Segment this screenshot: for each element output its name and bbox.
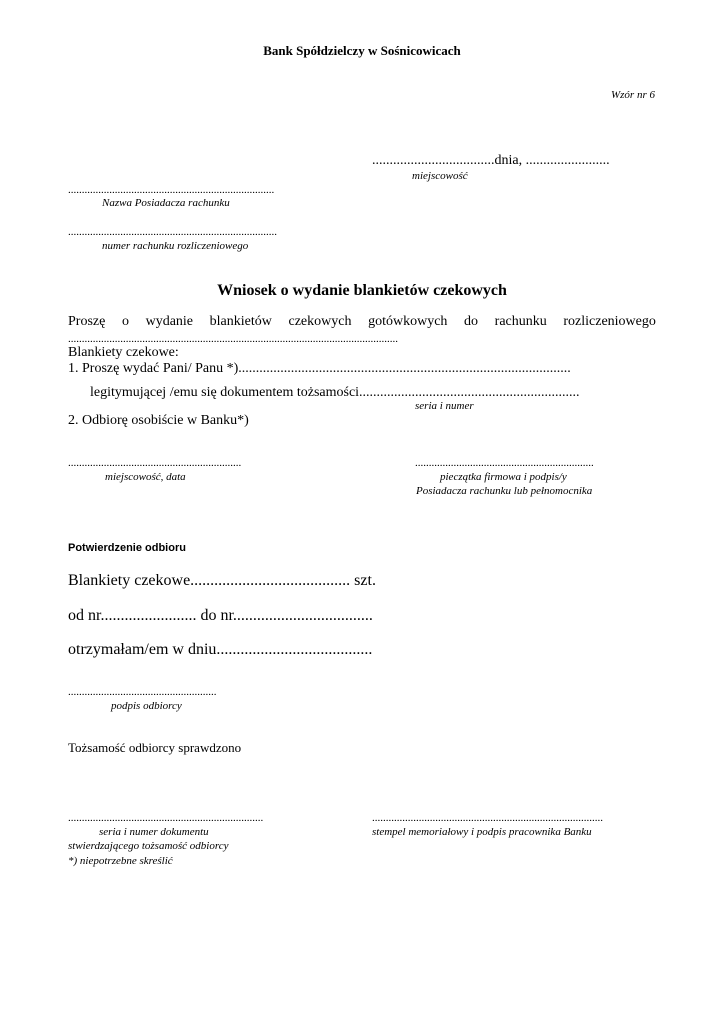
recipient-signature-line: ...................................................... <box>68 686 217 698</box>
holder-signature-line: ................................................................. <box>415 457 594 469</box>
request-word: czekowych <box>288 314 352 329</box>
place-date-caption: miejscowość, data <box>105 471 186 483</box>
holder-signature-caption-2: Posiadacza rachunku lub pełnomocnika <box>416 485 593 497</box>
id-document-caption-2: stwierdzającego tożsamość odbiorcy <box>68 840 229 852</box>
cheques-label: Blankiety czekowe: <box>68 345 179 360</box>
request-word: blankietów <box>209 314 272 329</box>
item-2-personal-pickup: 2. Odbiorę osobiście w Banku*) <box>68 413 249 428</box>
account-number-caption: numer rachunku rozliczeniowego <box>102 240 249 252</box>
receipt-date: otrzymałam/em w dniu....................................... <box>68 641 373 658</box>
receipt-heading: Potwierdzenie odbioru <box>68 542 186 554</box>
receipt-number-range: od nr........................ do nr................................... <box>68 607 373 624</box>
place-date-line: ...................................dnia, ........................ <box>372 153 610 168</box>
holder-signature-caption: pieczątka firmowa i podpis/y <box>440 471 567 483</box>
bank-name: Bank Spółdzielczy w Sośnicowicach <box>263 43 461 58</box>
identity-checked: Tożsamość odbiorcy sprawdzono <box>68 740 242 755</box>
request-word: wydanie <box>145 314 194 329</box>
account-number-line: ............................................................................ <box>68 226 277 238</box>
request-sentence <box>68 314 656 330</box>
item-1-issue-to: 1. Proszę wydać Pani/ Panu *)............................................................................................... <box>68 361 571 376</box>
request-word: Proszę <box>68 314 106 329</box>
request-word: rachunku <box>494 314 547 329</box>
recipient-signature-caption: podpis odbiorcy <box>111 700 182 712</box>
request-word: rozliczeniowego <box>563 314 656 329</box>
request-word: gotówkowych <box>368 314 448 329</box>
request-account-line: ........................................................................................................................ <box>68 333 398 345</box>
form-number: Wzór nr 6 <box>610 89 655 101</box>
place-caption: miejscowość <box>412 170 468 182</box>
id-document-line: ....................................................................... <box>68 812 264 824</box>
bank-stamp-line: .................................................................................... <box>372 812 603 824</box>
request-word: do <box>464 314 479 329</box>
account-holder-line: ........................................................................... <box>68 184 275 196</box>
footnote: *) niepotrzebne skreślić <box>68 855 173 867</box>
account-holder-caption: Nazwa Posiadacza rachunku <box>102 197 230 209</box>
id-document-caption: seria i numer dokumentu <box>99 826 209 838</box>
item-1-id-document: legitymującej /emu się dokumentem tożsamości............................................................... <box>90 385 580 400</box>
document-title: Wniosek o wydanie blankietów czekowych <box>217 282 507 299</box>
request-word: o <box>121 314 129 329</box>
place-date-signature-line: ............................................................... <box>68 457 242 469</box>
receipt-cheques-count: Blankiety czekowe........................................ szt. <box>68 572 376 589</box>
bank-stamp-caption: stempel memoriałowy i podpis pracownika Banku <box>372 826 592 838</box>
id-caption: seria i numer <box>415 400 474 412</box>
